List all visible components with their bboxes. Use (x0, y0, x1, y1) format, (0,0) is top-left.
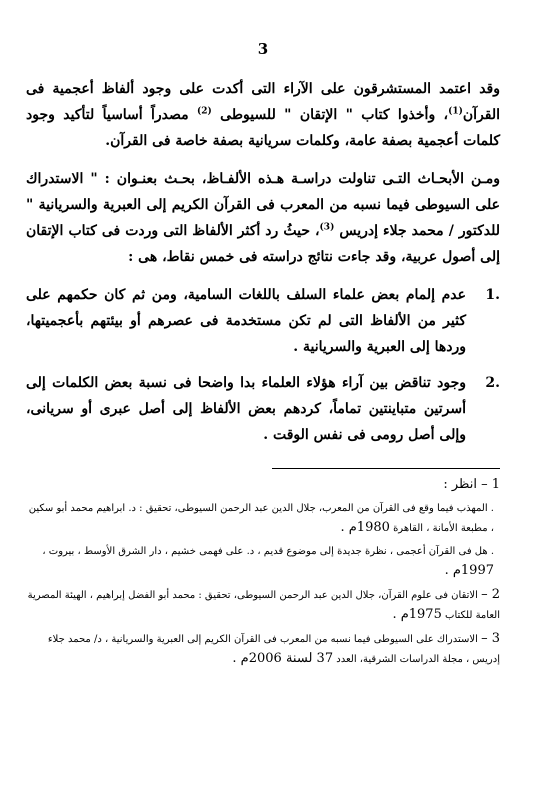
paragraph-2-text-b: ، حيثُ رد أكثر الألفاظ التى وردت فى كتاب الإتقان إلى أصول عربية، وقد جاءت نتائج دراسته فى خمس نقاط، هى : (26, 223, 500, 265)
footnote-2-text: الاتقان فى علوم القرآن، جلال الدين عبد الرحمن السيوطى، تحقيق : محمد أبو الفضل إبراهيم ، الهيئة المصرية العامة للكتاب (27, 590, 500, 621)
footnotes (26, 475, 500, 669)
footnote-1-label: 1 – انظر : (443, 477, 500, 492)
footnote-1a-year: 1980م . (340, 520, 390, 535)
footnote-1b-year: 1997م . (444, 563, 494, 578)
footnote-1b-text: . هل فى القرآن أعجمى ، نظرة جديدة إلى موضوع قديم ، د. على فهمى خشيم ، دار الشرق الأوسط ، بيروت ، (42, 546, 494, 557)
footnote-1a (26, 499, 500, 538)
paragraph-1 (26, 76, 500, 154)
paragraph-2-text-a: ومـن الأبحـاث التـى تناولت دراسـة هـذه الألفـاظ، بحـث بعنـوان : " الاستدراك على السيوطى فيما نسبه من المعرب فى القرآن الكريم إلى العبرية والسريانية " للدكتور / محمد جلاء إدريس (26, 171, 500, 239)
paragraph-2 (26, 166, 500, 270)
list-item-number: 2. (485, 375, 500, 391)
list-item-text: وجود تناقض بين آراء هؤلاء العلماء بدا واضحا فى نسبة بعض الكلمات إلى أسرتين متباينتين تماماً، كردهم بعض الألفاظ إلى أصل عبرى أو سريانى، وإلى أصل رومى فى نفس الوقت . (26, 375, 466, 443)
footnote-1 (26, 475, 500, 495)
paragraph-1-text-b: ، وأخذوا كتاب " الإتقان " للسيوطى (220, 107, 449, 123)
footnote-1a-text: . المهذب فيما وقع فى القرآن من المعرب، جلال الدين عبد الرحمن السيوطى، تحقيق : د. ابراهيم محمد أبو سكين ، مطبعة الأمانة ، القاهرة (28, 503, 494, 534)
list-item-text: عدم إلمام بعض علماء السلف باللغات السامية، ومن ثم كان حكمهم على كثير من الألفاظ التى لم تكن مستخدمة فى عصرهم أو بيئتهم بأعجميتها، وردها إلى العبرية والسريانية . (26, 287, 466, 355)
list-item-number: 1. (485, 287, 500, 303)
numbered-list (26, 282, 500, 448)
footnote-3 (26, 629, 500, 669)
paragraph-1-text-c: مصدراً أساسياً لتأكيد وجود كلمات أعجمية بصفة عامة، وكلمات سريانية بصفة خاصة فى القرآن. (26, 107, 500, 149)
footnote-1b (26, 542, 500, 581)
footnote-2-label: 2 – (481, 587, 500, 602)
paragraph-1-text-a: وقد اعتمد المستشرقون على الآراء التى أكدت على وجود ألفاظ أعجمية فى القرآن (26, 81, 501, 123)
list-item (26, 370, 500, 448)
footnote-3-year: 37 لسنة 2006م . (232, 651, 334, 666)
footnote-2-year: 1975م . (392, 607, 442, 622)
footnote-divider (272, 468, 500, 469)
footnote-ref-3[interactable]: (3) (319, 222, 335, 233)
footnote-ref-1[interactable]: (1) (448, 106, 463, 117)
list-item (26, 282, 500, 360)
page-number: 3 (257, 40, 269, 58)
footnote-ref-2[interactable]: (2) (197, 106, 212, 117)
footnote-3-text: الاستدراك على السيوطى فيما نسبه من المعرب فى القرآن الكريم إلى العبرية والسريانية ، د/ محمد جلاء إدريس ، مجلة الدراسات الشرقية، العدد (47, 634, 500, 665)
footnote-3-label: 3 – (481, 631, 500, 646)
footnote-2 (26, 585, 500, 625)
